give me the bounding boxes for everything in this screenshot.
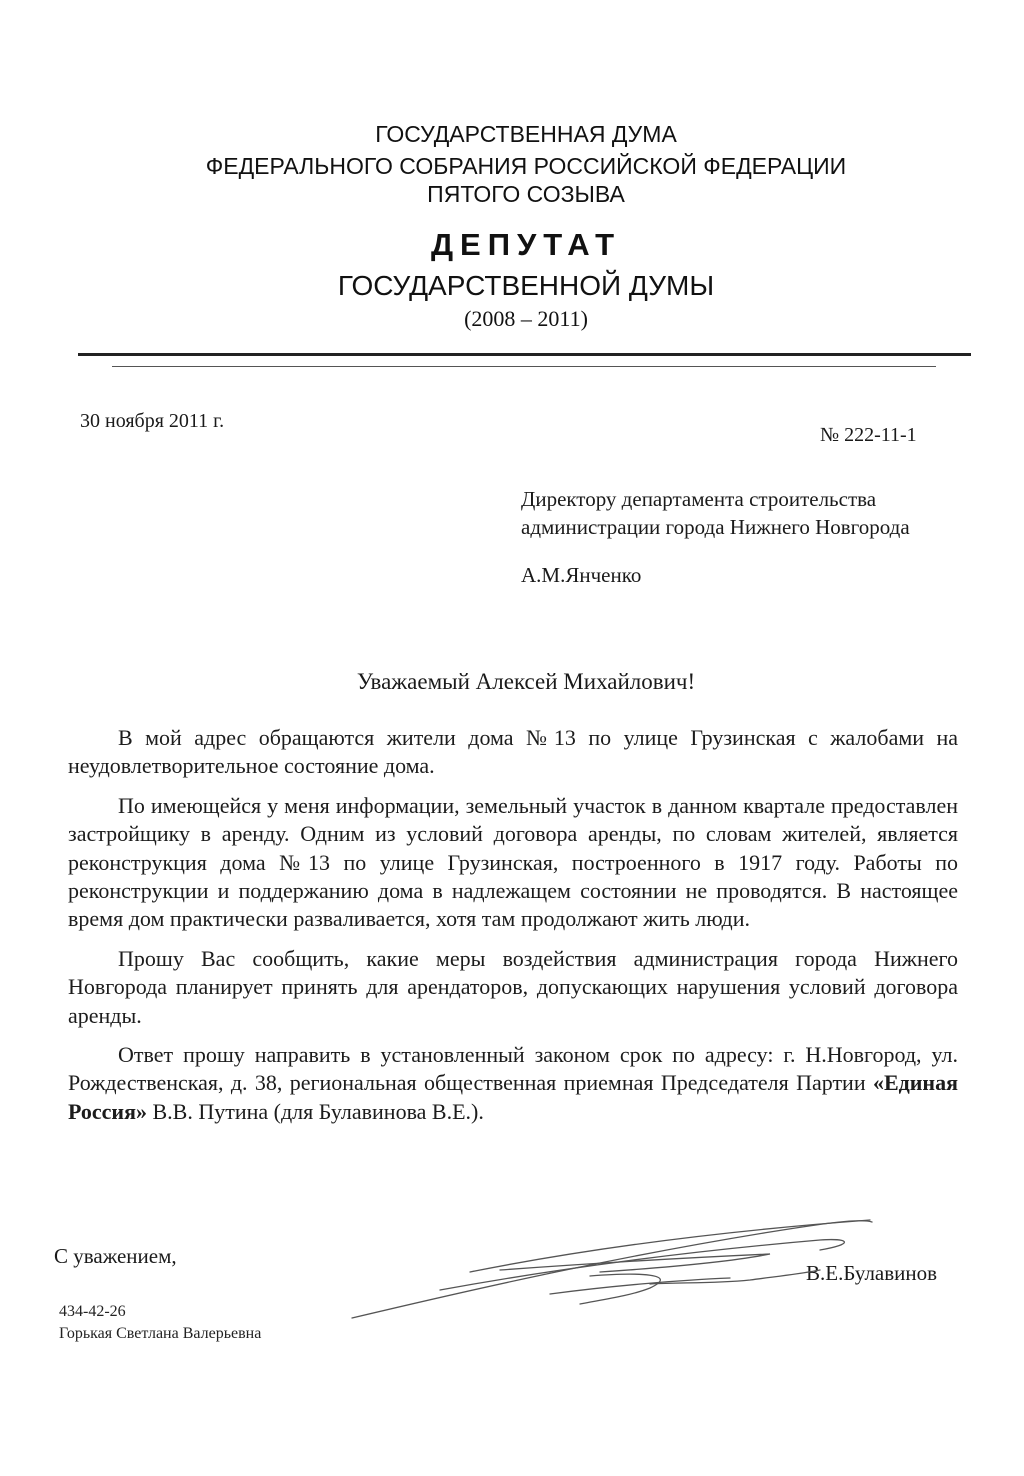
executor-name: Горькая Светлана Валерьевна [59, 1325, 262, 1342]
signature-image [350, 1210, 880, 1330]
paragraph-4 [68, 1041, 958, 1126]
phone-number: 434-42-26 [59, 1303, 126, 1320]
org-line-3: ПЯТОГО СОЗЫВА [427, 181, 625, 207]
recipient-name: А.М.Янченко [521, 563, 642, 587]
recipient-line-1: Директору департамента строительства [521, 487, 877, 511]
term-years: (2008 – 2011) [464, 306, 588, 331]
header-rule-thick [78, 353, 971, 356]
header-rule-thin [112, 366, 936, 367]
paragraph-2: По имеющейся у меня информации, земельный участок в данном квартале предоставлен застройщику в аренду. Одним из условий договора аренды, по словам жителей, является реконструкция дома №13 по улице Грузинская, построенного в 1917 году. Работы по реконструкции и поддержанию дома в надлежащем состоянии не проводятся. В настоящее время дом практически разваливается, хотя там продолжают жить люди. [68, 792, 958, 932]
paragraph-3: Прошу Вас сообщить, какие меры воздействия администрация города Нижнего Новгорода планирует принять для арендаторов, допускающих нарушения условий договора аренды. [68, 945, 958, 1028]
duma-subtitle: ГОСУДАРСТВЕННОЙ ДУМЫ [337, 270, 715, 301]
letter-number: № 222-11-1 [820, 424, 917, 446]
org-line-2: ФЕДЕРАЛЬНОГО СОБРАНИЯ РОССИЙСКОЙ ФЕДЕРАЦИИ [205, 153, 847, 179]
regards: С уважением, [54, 1244, 177, 1268]
letter-body [68, 724, 958, 1137]
org-line-1: ГОСУДАРСТВЕННАЯ ДУМА [375, 121, 677, 147]
recipient-block [521, 485, 910, 541]
letter-date: 30 ноября 2011 г. [80, 410, 225, 432]
recipient-line-2: администрации города Нижнего Новгорода [521, 515, 910, 539]
party-name: «Единая Россия» [68, 1070, 958, 1124]
salutation: Уважаемый Алексей Михайлович! [356, 669, 696, 694]
signer-name: В.Е.Булавинов [806, 1261, 938, 1285]
paragraph-4-tail: В.В. Путина (для Булавинова В.Е.). [147, 1098, 484, 1124]
paragraph-1: В мой адрес обращаются жители дома №13 по улице Грузинская с жалобами на неудовлетворительное состояние дома. [68, 725, 958, 779]
paragraph-4-text: Ответ прошу направить в установленный законом срок по адресу: г. Н.Новгород, ул. Рождественская, д. 38, региональная общественная приемная Председателя Партии [68, 1042, 958, 1096]
deputy-title: ДЕПУТАТ [430, 227, 622, 262]
